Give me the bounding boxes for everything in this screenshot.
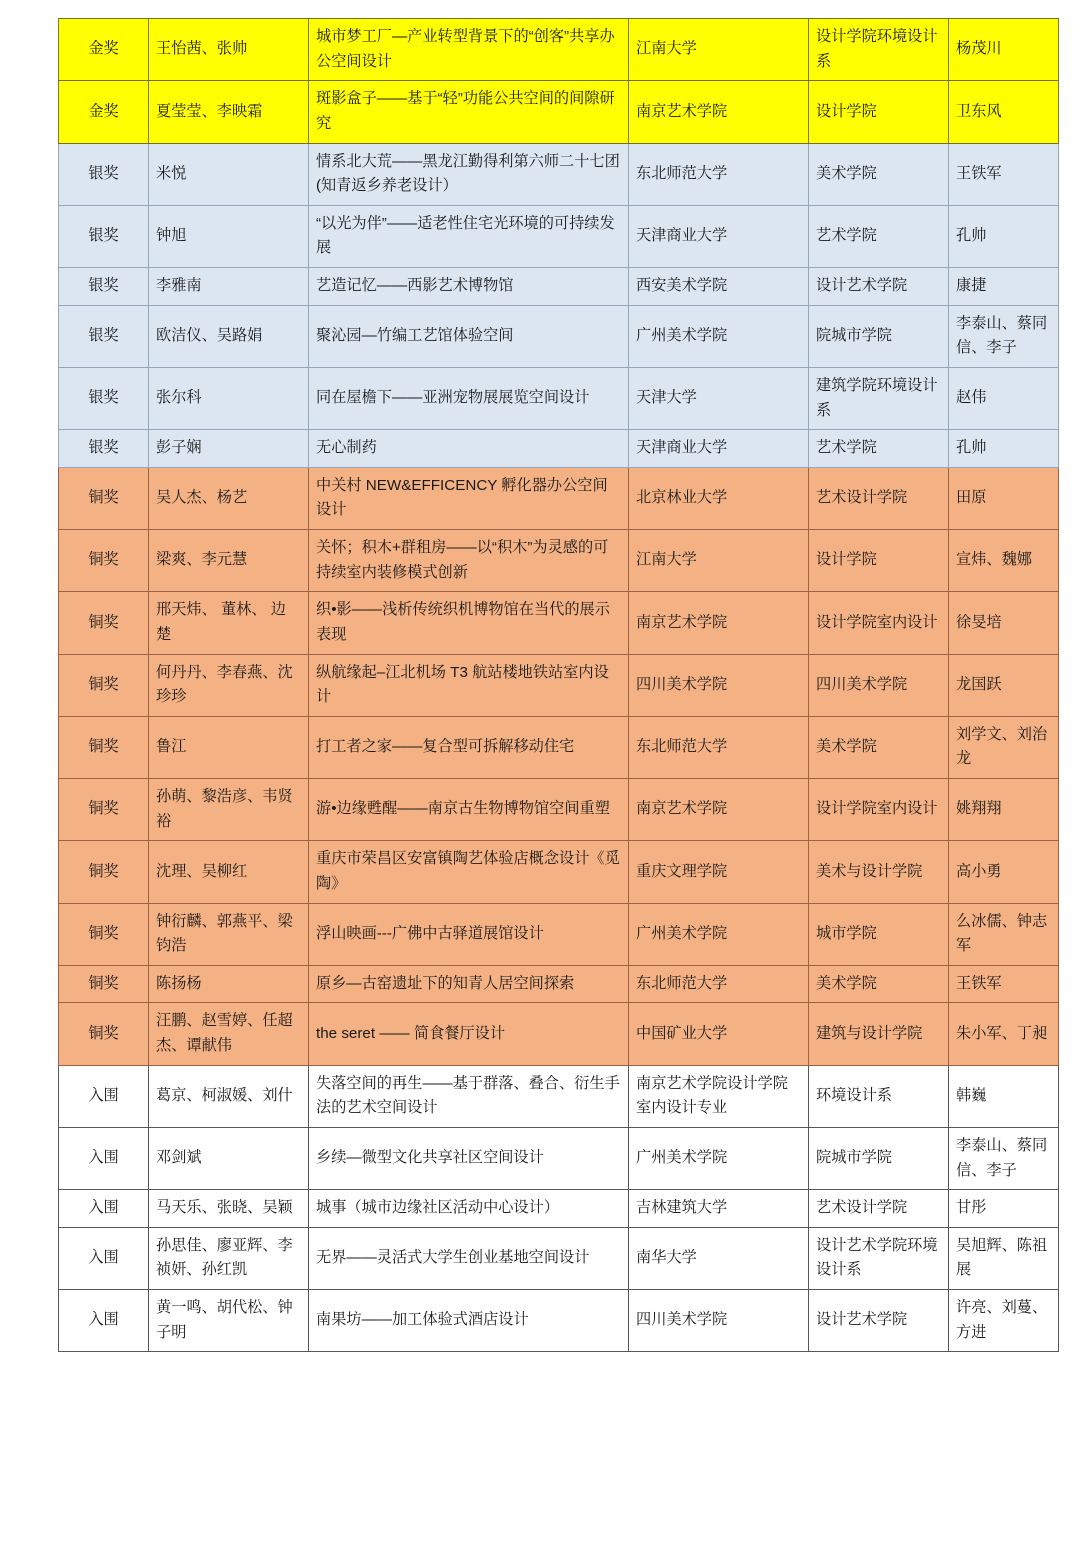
advisor-cell: 刘学文、刘治龙 [949,716,1059,778]
advisor-cell: 高小勇 [949,841,1059,903]
work-title-cell: 斑影盒子——基于“轻”功能公共空间的间隙研究 [309,81,629,143]
work-title-cell: 无界——灵活式大学生创业基地空间设计 [309,1227,629,1289]
work-title-cell: 城市梦工厂—产业转型背景下的“创客”共享办公空间设计 [309,19,629,81]
school-cell: 北京林业大学 [629,467,809,529]
authors-cell: 张尔科 [149,367,309,429]
award-cell: 金奖 [59,19,149,81]
advisor-cell: 王铁军 [949,143,1059,205]
award-results-table [58,18,1059,1352]
department-cell: 美术学院 [809,965,949,1003]
advisor-cell: 甘彤 [949,1190,1059,1228]
advisor-cell: 朱小军、丁昶 [949,1003,1059,1065]
work-title-cell: 原乡—古窑遗址下的知青人居空间探索 [309,965,629,1003]
work-title-cell: 纵航缘起–江北机场 T3 航站楼地铁站室内设计 [309,654,629,716]
table-row [59,467,1059,529]
advisor-cell: 韩巍 [949,1065,1059,1127]
authors-cell: 梁爽、李元慧 [149,530,309,592]
work-title-cell: 聚沁园—竹编工艺馆体验空间 [309,305,629,367]
table-row [59,530,1059,592]
advisor-cell: 宣炜、魏娜 [949,530,1059,592]
table-row [59,430,1059,468]
authors-cell: 王怡茜、张帅 [149,19,309,81]
authors-cell: 钟旭 [149,205,309,267]
school-cell: 南京艺术学院 [629,592,809,654]
award-cell: 铜奖 [59,965,149,1003]
school-cell: 四川美术学院 [629,1290,809,1352]
department-cell: 美术学院 [809,716,949,778]
department-cell: 城市学院 [809,903,949,965]
advisor-cell: 姚翔翔 [949,779,1059,841]
authors-cell: 吴人杰、杨艺 [149,467,309,529]
authors-cell: 鲁江 [149,716,309,778]
authors-cell: 马天乐、张晓、吴颖 [149,1190,309,1228]
authors-cell: 邢天炜、 董林、 边楚 [149,592,309,654]
award-cell: 铜奖 [59,467,149,529]
school-cell: 中国矿业大学 [629,1003,809,1065]
advisor-cell: 孔帅 [949,430,1059,468]
advisor-cell: 么冰儒、钟志军 [949,903,1059,965]
authors-cell: 孙萌、黎浩彦、韦贤裕 [149,779,309,841]
authors-cell: 米悦 [149,143,309,205]
work-title-cell: 无心制药 [309,430,629,468]
authors-cell: 沈理、吴柳红 [149,841,309,903]
department-cell: 设计学院室内设计 [809,592,949,654]
award-cell: 入围 [59,1290,149,1352]
table-row [59,19,1059,81]
advisor-cell: 康捷 [949,268,1059,306]
department-cell: 美术与设计学院 [809,841,949,903]
school-cell: 东北师范大学 [629,716,809,778]
advisor-cell: 徐旻培 [949,592,1059,654]
authors-cell: 李雅南 [149,268,309,306]
school-cell: 天津商业大学 [629,205,809,267]
school-cell: 东北师范大学 [629,965,809,1003]
work-title-cell: 游•边缘甦醒——南京古生物博物馆空间重塑 [309,779,629,841]
authors-cell: 夏莹莹、李映霜 [149,81,309,143]
department-cell: 设计艺术学院 [809,1290,949,1352]
award-cell: 铜奖 [59,654,149,716]
department-cell: 设计学院环境设计系 [809,19,949,81]
award-cell: 银奖 [59,205,149,267]
work-title-cell: 打工者之家——复合型可拆解移动住宅 [309,716,629,778]
work-title-cell: 艺造记忆——西影艺术博物馆 [309,268,629,306]
award-cell: 铜奖 [59,779,149,841]
award-cell: 金奖 [59,81,149,143]
department-cell: 艺术学院 [809,430,949,468]
advisor-cell: 王铁军 [949,965,1059,1003]
school-cell: 东北师范大学 [629,143,809,205]
table-row [59,305,1059,367]
table-row [59,1290,1059,1352]
advisor-cell: 孔帅 [949,205,1059,267]
authors-cell: 孙思佳、廖亚辉、李祯妍、孙红凯 [149,1227,309,1289]
school-cell: 南京艺术学院 [629,81,809,143]
work-title-cell: 关怀；积木+群租房——以“积木”为灵感的可持续室内装修模式创新 [309,530,629,592]
work-title-cell: 乡续—微型文化共享社区空间设计 [309,1127,629,1189]
department-cell: 院城市学院 [809,305,949,367]
school-cell: 广州美术学院 [629,903,809,965]
school-cell: 四川美术学院 [629,654,809,716]
authors-cell: 何丹丹、李春燕、沈珍珍 [149,654,309,716]
work-title-cell: 失落空间的再生——基于群落、叠合、衍生手法的艺术空间设计 [309,1065,629,1127]
work-title-cell: “以光为伴”——适老性住宅光环境的可持续发展 [309,205,629,267]
table-row [59,1127,1059,1189]
school-cell: 吉林建筑大学 [629,1190,809,1228]
school-cell: 南京艺术学院 [629,779,809,841]
department-cell: 设计学院 [809,81,949,143]
work-title-cell: 重庆市荣昌区安富镇陶艺体验店概念设计《觅陶》 [309,841,629,903]
department-cell: 艺术学院 [809,205,949,267]
advisor-cell: 赵伟 [949,367,1059,429]
department-cell: 四川美术学院 [809,654,949,716]
award-cell: 银奖 [59,430,149,468]
authors-cell: 黄一鸣、胡代松、钟子明 [149,1290,309,1352]
table-row [59,268,1059,306]
table-row [59,1065,1059,1127]
work-title-cell: 中关村 NEW&EFFICENCY 孵化器办公空间设计 [309,467,629,529]
authors-cell: 邓剑斌 [149,1127,309,1189]
award-cell: 入围 [59,1065,149,1127]
award-cell: 入围 [59,1190,149,1228]
department-cell: 建筑学院环境设计系 [809,367,949,429]
award-cell: 铜奖 [59,530,149,592]
advisor-cell: 李泰山、蔡同信、李子 [949,1127,1059,1189]
award-cell: 银奖 [59,305,149,367]
table-body [59,19,1059,1352]
award-cell: 入围 [59,1227,149,1289]
work-title-cell: 织•影——浅析传统织机博物馆在当代的展示表现 [309,592,629,654]
advisor-cell: 许亮、刘蔓、方进 [949,1290,1059,1352]
award-cell: 银奖 [59,268,149,306]
table-row [59,841,1059,903]
table-row [59,716,1059,778]
work-title-cell: the seret —— 简食餐厅设计 [309,1003,629,1065]
award-cell: 银奖 [59,143,149,205]
school-cell: 西安美术学院 [629,268,809,306]
authors-cell: 葛京、柯淑媛、刘什 [149,1065,309,1127]
authors-cell: 欧洁仪、吴路娟 [149,305,309,367]
table-row [59,143,1059,205]
authors-cell: 钟衍麟、郭燕平、梁钧浩 [149,903,309,965]
table-row [59,779,1059,841]
department-cell: 设计学院室内设计 [809,779,949,841]
work-title-cell: 南果坊——加工体验式酒店设计 [309,1290,629,1352]
department-cell: 建筑与设计学院 [809,1003,949,1065]
department-cell: 美术学院 [809,143,949,205]
work-title-cell: 情系北大荒——黑龙江勤得利第六师二十七团(知青返乡养老设计） [309,143,629,205]
advisor-cell: 田原 [949,467,1059,529]
table-row [59,367,1059,429]
award-cell: 铜奖 [59,592,149,654]
table-row [59,903,1059,965]
work-title-cell: 同在屋檐下——亚洲宠物展展览空间设计 [309,367,629,429]
department-cell: 艺术设计学院 [809,467,949,529]
work-title-cell: 浮山映画---广佛中古驿道展馆设计 [309,903,629,965]
department-cell: 设计艺术学院 [809,268,949,306]
award-cell: 铜奖 [59,716,149,778]
school-cell: 江南大学 [629,530,809,592]
table-row [59,205,1059,267]
advisor-cell: 李泰山、蔡同信、李子 [949,305,1059,367]
table-row [59,81,1059,143]
school-cell: 江南大学 [629,19,809,81]
table-row [59,965,1059,1003]
department-cell: 设计艺术学院环境设计系 [809,1227,949,1289]
department-cell: 院城市学院 [809,1127,949,1189]
table-row [59,1190,1059,1228]
award-cell: 铜奖 [59,1003,149,1065]
table-row [59,592,1059,654]
school-cell: 天津商业大学 [629,430,809,468]
authors-cell: 陈扬杨 [149,965,309,1003]
school-cell: 重庆文理学院 [629,841,809,903]
school-cell: 南京艺术学院设计学院室内设计专业 [629,1065,809,1127]
award-cell: 铜奖 [59,841,149,903]
department-cell: 设计学院 [809,530,949,592]
award-cell: 铜奖 [59,903,149,965]
school-cell: 广州美术学院 [629,1127,809,1189]
award-cell: 银奖 [59,367,149,429]
school-cell: 天津大学 [629,367,809,429]
authors-cell: 彭子娴 [149,430,309,468]
authors-cell: 汪鹏、赵雪婷、任超杰、谭献伟 [149,1003,309,1065]
advisor-cell: 杨茂川 [949,19,1059,81]
table-row [59,1003,1059,1065]
advisor-cell: 卫东风 [949,81,1059,143]
work-title-cell: 城事（城市边缘社区活动中心设计） [309,1190,629,1228]
department-cell: 环境设计系 [809,1065,949,1127]
school-cell: 南华大学 [629,1227,809,1289]
advisor-cell: 龙国跃 [949,654,1059,716]
school-cell: 广州美术学院 [629,305,809,367]
table-row [59,1227,1059,1289]
award-cell: 入围 [59,1127,149,1189]
advisor-cell: 吴旭辉、陈祖展 [949,1227,1059,1289]
department-cell: 艺术设计学院 [809,1190,949,1228]
table-row [59,654,1059,716]
